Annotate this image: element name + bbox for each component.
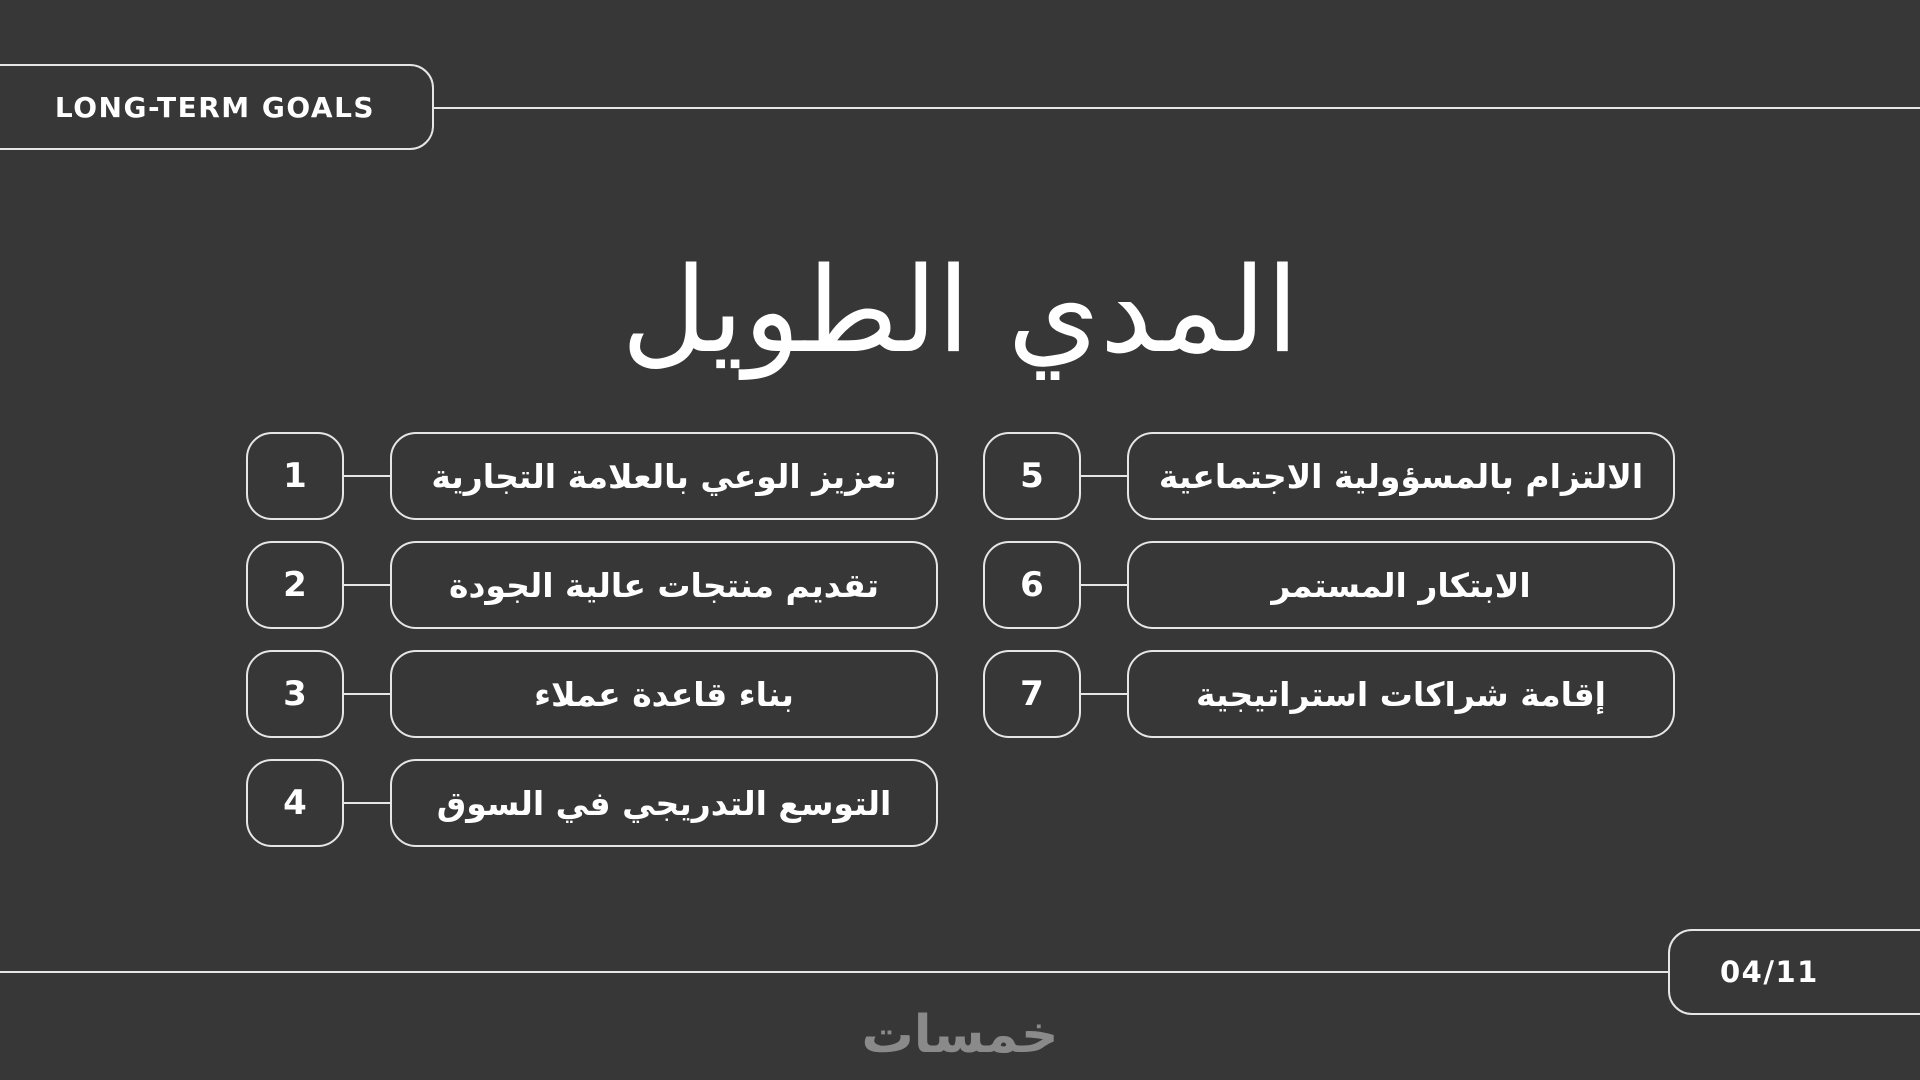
goal-number: 7 xyxy=(983,650,1081,738)
goal-item xyxy=(983,432,1675,520)
goal-connector xyxy=(344,475,390,477)
goal-connector xyxy=(344,584,390,586)
goal-item xyxy=(246,432,938,520)
goal-number: 4 xyxy=(246,759,344,847)
goal-item xyxy=(983,650,1675,738)
goal-number: 1 xyxy=(246,432,344,520)
goal-item xyxy=(246,759,938,847)
goal-text-box xyxy=(390,432,938,520)
goal-item xyxy=(983,541,1675,629)
goal-item xyxy=(246,650,938,738)
goal-text-box xyxy=(1127,541,1675,629)
goal-number: 3 xyxy=(246,650,344,738)
goal-text: تقديم منتجات عالية الجودة xyxy=(448,565,880,605)
goal-text: الابتكار المستمر xyxy=(1271,565,1531,605)
goal-connector xyxy=(344,802,390,804)
goal-text: الالتزام بالمسؤولية الاجتماعية xyxy=(1158,456,1644,496)
footer-divider xyxy=(0,971,1668,973)
header-divider xyxy=(434,107,1920,109)
goal-number: 6 xyxy=(983,541,1081,629)
goal-connector xyxy=(1081,475,1127,477)
goal-text: إقامة شراكات استراتيجية xyxy=(1196,674,1606,714)
page-title: المدي الطويل xyxy=(621,241,1299,379)
goal-text: التوسع التدريجي في السوق xyxy=(436,783,892,823)
goal-text-box xyxy=(390,759,938,847)
goal-text-box xyxy=(1127,432,1675,520)
goal-item xyxy=(246,541,938,629)
goal-text: بناء قاعدة عملاء xyxy=(534,674,794,714)
page-indicator-text: 04/11 xyxy=(1720,955,1819,989)
goal-number: 2 xyxy=(246,541,344,629)
section-label: LONG-TERM GOALS xyxy=(54,90,376,124)
goal-text-box xyxy=(1127,650,1675,738)
goal-connector xyxy=(1081,584,1127,586)
goal-number: 5 xyxy=(983,432,1081,520)
section-tag xyxy=(0,64,434,150)
goal-text-box xyxy=(390,541,938,629)
goal-text: تعزيز الوعي بالعلامة التجارية xyxy=(431,456,897,496)
goal-connector xyxy=(1081,693,1127,695)
goal-connector xyxy=(344,693,390,695)
goal-text-box xyxy=(390,650,938,738)
brand-logo: خمسات xyxy=(861,1005,1059,1065)
